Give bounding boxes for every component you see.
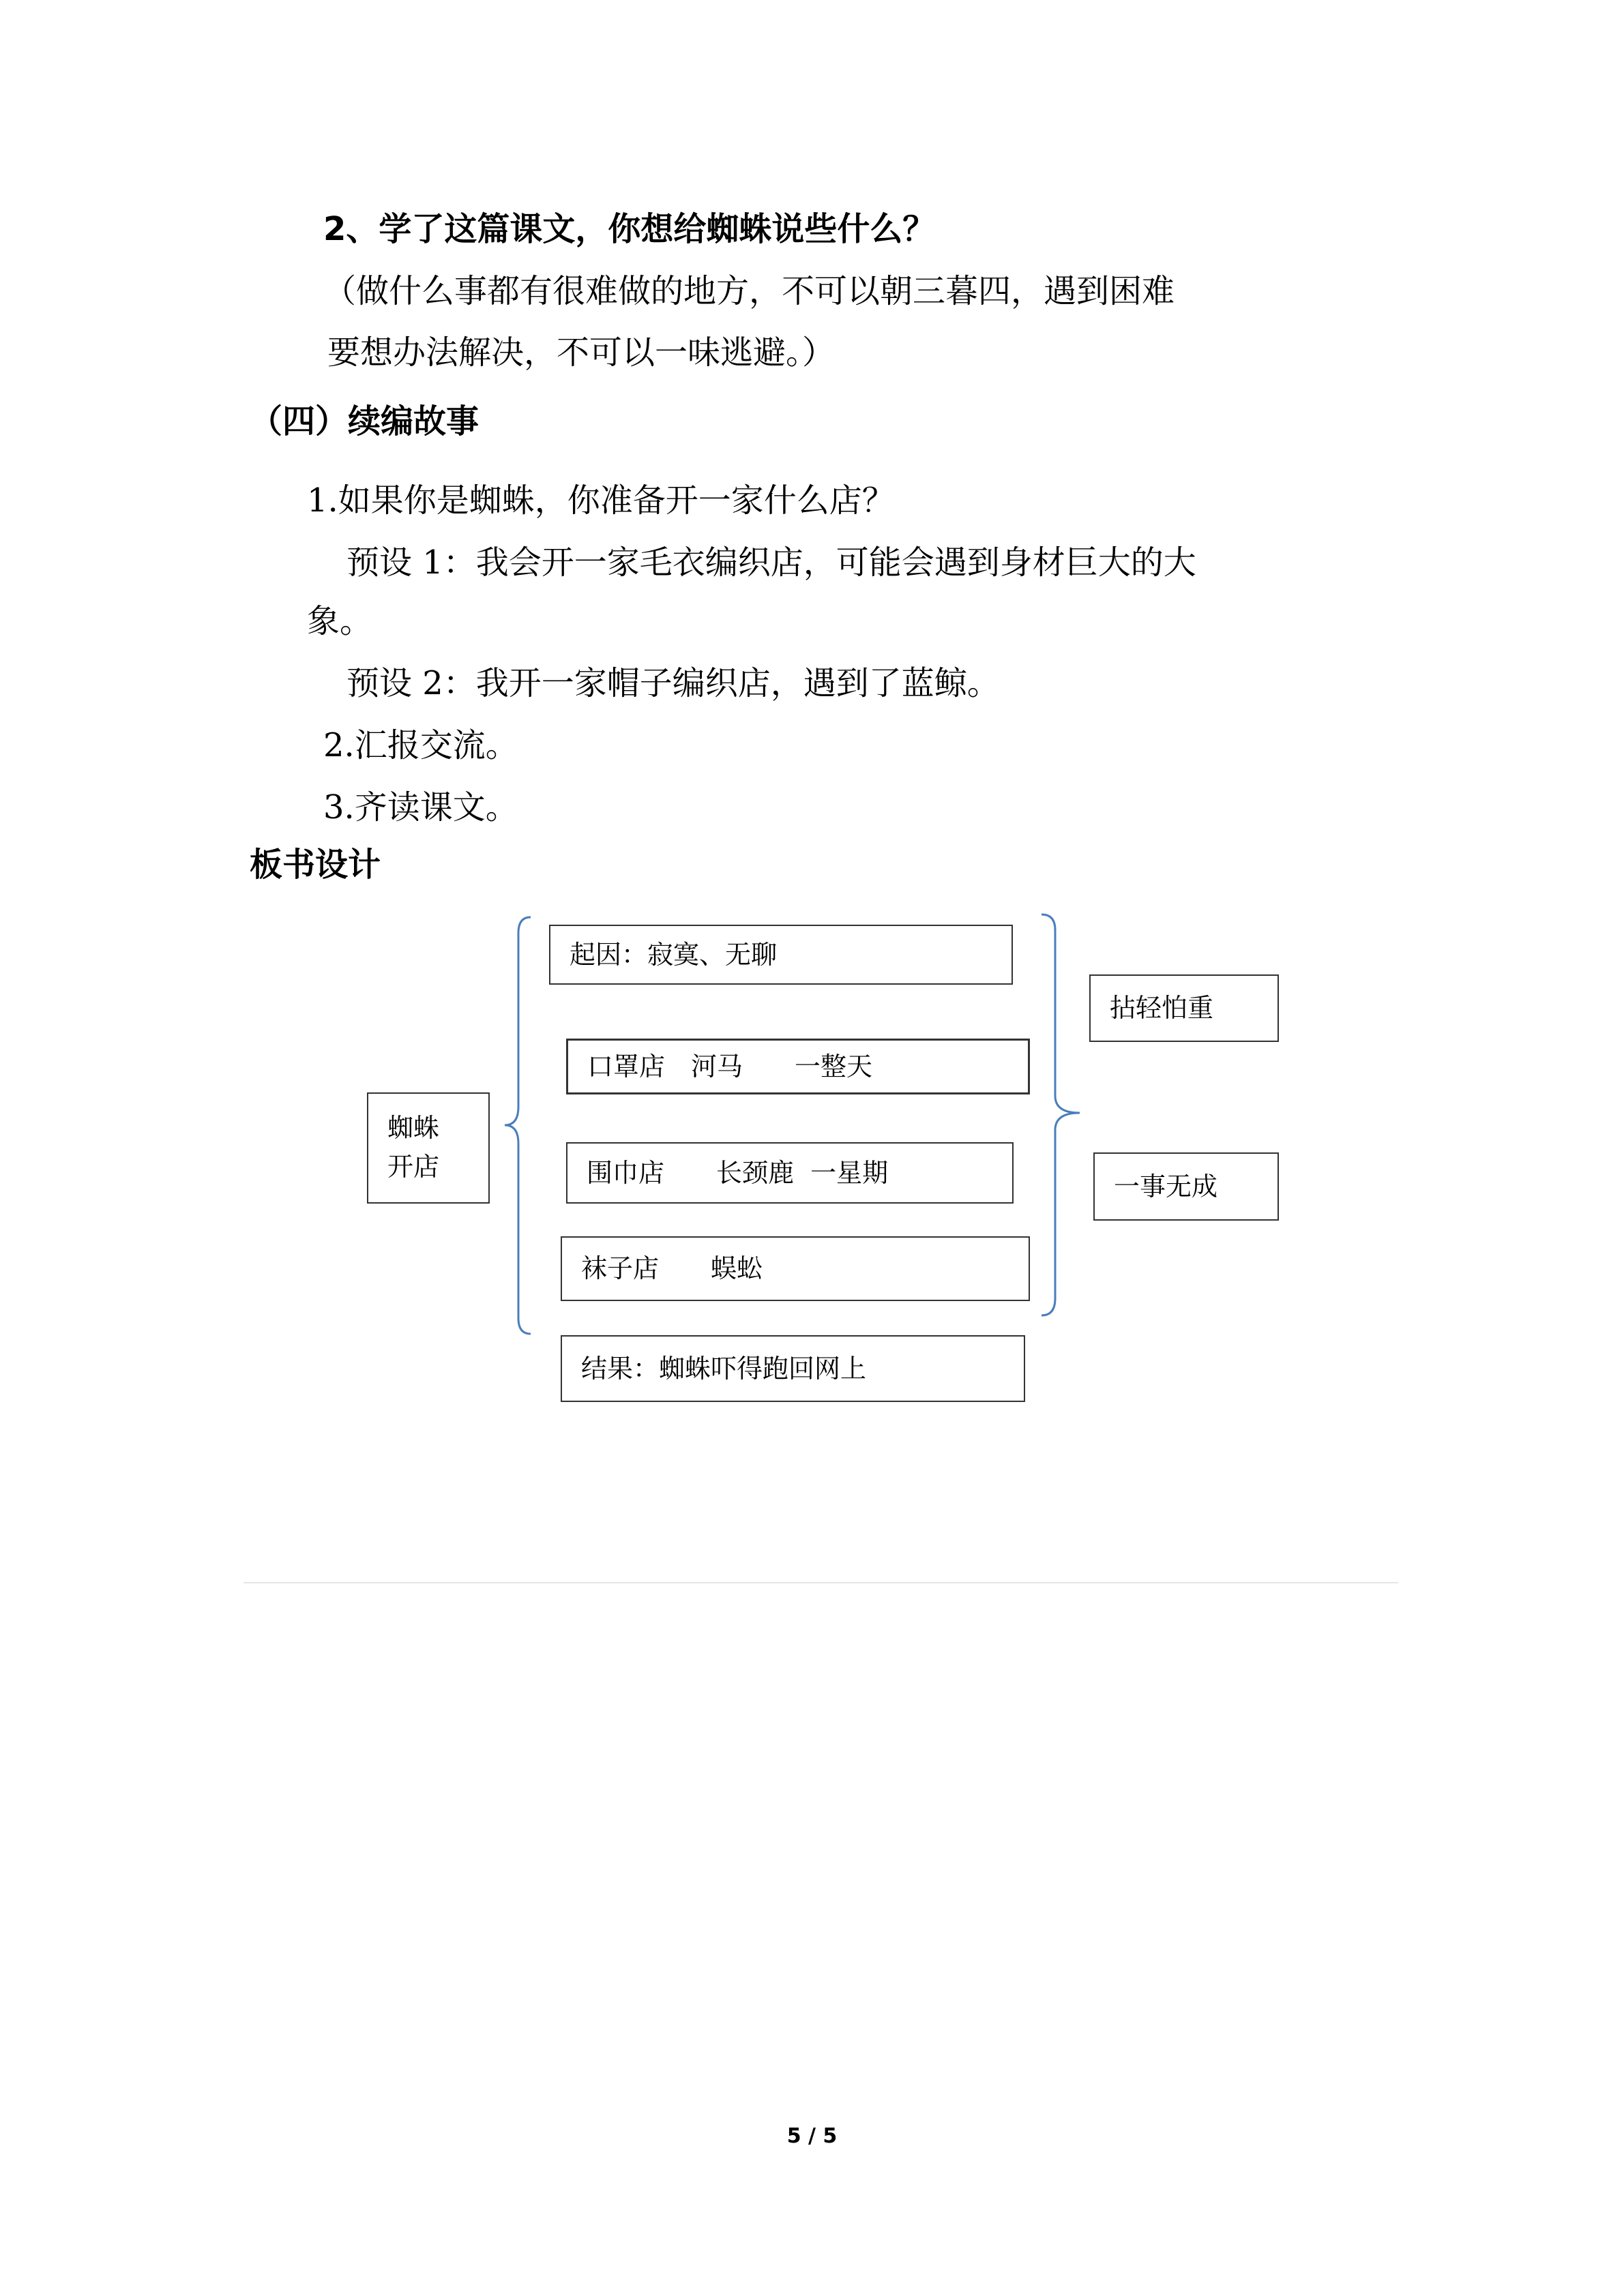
diagram-result-label: 结果：蜘蛛吓得跑回网上 bbox=[581, 1353, 867, 1384]
footer-divider bbox=[243, 1582, 1398, 1583]
section-heading-continue-story: （四）续编故事 bbox=[250, 402, 479, 441]
preset-1-line1: 预设 1：我会开一家毛衣编织店，可能会遇到身材巨大的大 bbox=[346, 543, 1196, 582]
list-item-2: 2.汇报交流。 bbox=[323, 726, 518, 764]
preset-1-line2: 象。 bbox=[307, 602, 373, 640]
left-brace-path bbox=[505, 917, 531, 1334]
diagram-result-box bbox=[561, 1335, 1025, 1402]
question-2-answer-line2: 要想办法解决，不可以一味逃避。） bbox=[327, 333, 836, 372]
right-brace-path bbox=[1042, 914, 1080, 1315]
right-brace bbox=[1040, 913, 1088, 1322]
diagram-row-mask-label: 口罩店 河马 一整天 bbox=[587, 1051, 873, 1082]
diagram-row-socks-label: 袜子店 蜈蚣 bbox=[581, 1253, 763, 1283]
diagram-row-scarf-shop bbox=[566, 1142, 1014, 1204]
diagram-conclusion-label-1: 拈轻怕重 bbox=[1110, 993, 1214, 1023]
board-design-heading: 板书设计 bbox=[250, 846, 381, 884]
diagram-root-box bbox=[367, 1092, 490, 1204]
page-number: 5 / 5 bbox=[786, 2124, 838, 2148]
diagram-row-mask-shop bbox=[566, 1039, 1030, 1094]
diagram-row-socks-shop bbox=[561, 1236, 1030, 1301]
question-2-answer-line1: （做什么事都有很难做的地方，不可以朝三暮四，遇到困难 bbox=[323, 272, 1175, 310]
diagram-row-scarf-label: 围巾店 长颈鹿 一星期 bbox=[587, 1157, 889, 1188]
preset-2: 预设 2：我开一家帽子编织店，遇到了蓝鲸。 bbox=[346, 664, 1000, 702]
list-item-3: 3.齐读课文。 bbox=[323, 788, 518, 826]
diagram-cause-box bbox=[549, 925, 1013, 985]
diagram-conclusion-label-2: 一事无成 bbox=[1114, 1171, 1218, 1202]
list-item-1: 1.如果你是蜘蛛，你准备开一家什么店？ bbox=[307, 481, 895, 520]
diagram-cause-label: 起因：寂寞、无聊 bbox=[570, 939, 778, 970]
diagram-conclusion-box-1 bbox=[1089, 974, 1279, 1042]
diagram-conclusion-box-2 bbox=[1093, 1152, 1279, 1221]
question-2: 2、学了这篇课文，你想给蜘蛛说些什么？ bbox=[323, 210, 936, 248]
left-brace bbox=[503, 916, 544, 1339]
diagram-root-label: 蜘蛛开店 bbox=[387, 1113, 440, 1182]
